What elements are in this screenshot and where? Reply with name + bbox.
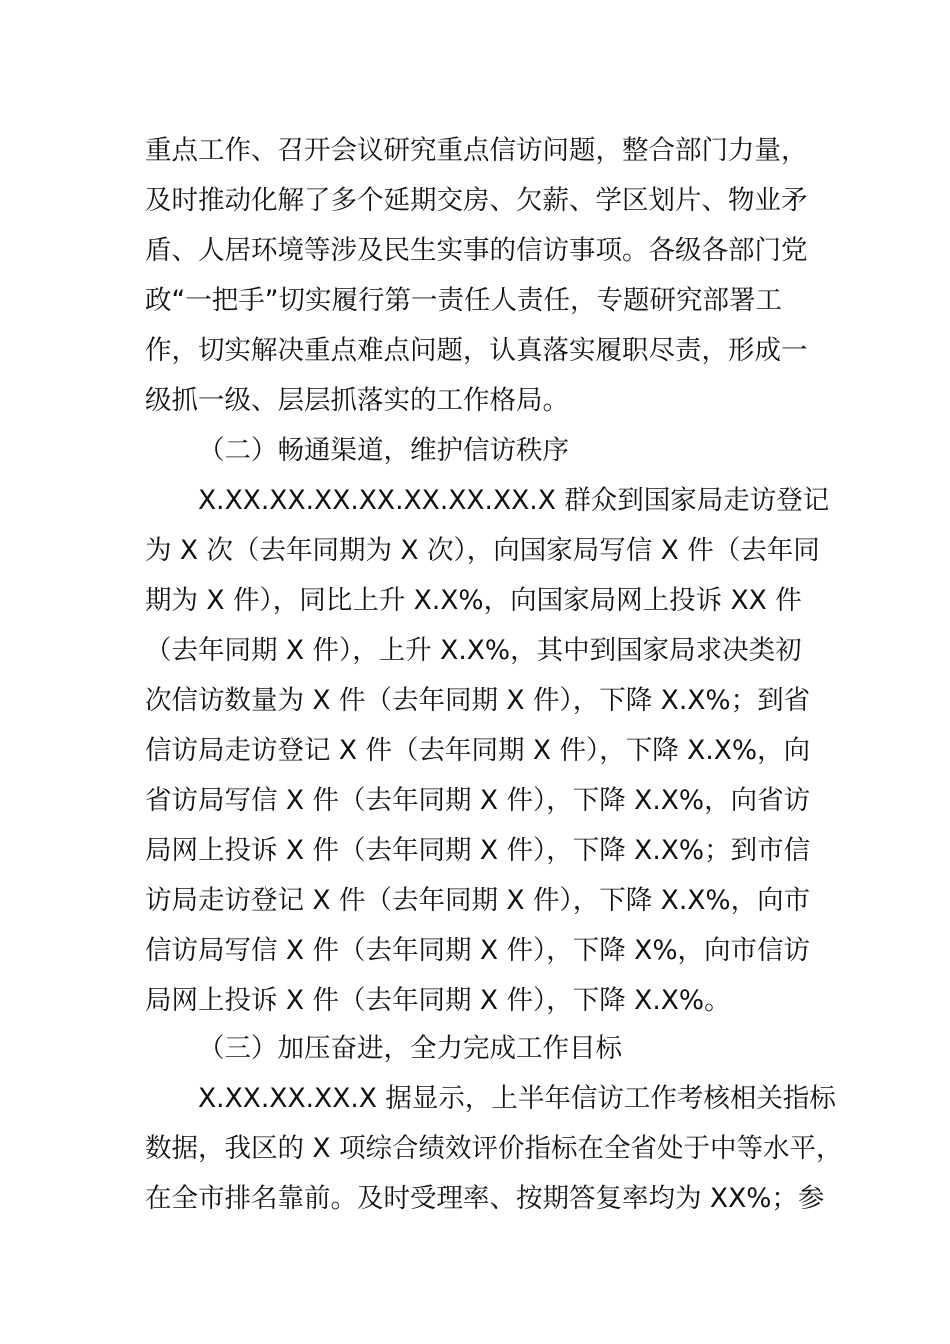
text-line-10: 期为 X 件），同比上升 X.X%，向国家局网上投诉 XX 件: [145, 585, 802, 616]
text-line-20: X.XX.XX.XX.X 据显示，上半年信访工作考核相关指标: [198, 1083, 836, 1114]
text-line-13: 信访局走访登记 X 件（去年同期 X 件），下降 X.X%，向: [145, 735, 811, 766]
text-line-22: 在全市排名靠前。及时受理率、按期答复率均为 XX%；参: [145, 1183, 825, 1214]
text-line-14: 省访局写信 X 件（去年同期 X 件），下降 X.X%，向省访: [145, 785, 811, 816]
section-heading-2: （二）畅通渠道，维护信访秩序: [198, 435, 569, 466]
text-line-17: 信访局写信 X 件（去年同期 X 件），下降 X%，向市信访: [145, 935, 811, 966]
text-line-4: 政“一把手”切实履行第一责任人责任，专题研究部署工: [145, 285, 782, 316]
text-line-16: 访局走访登记 X 件（去年同期 X 件），下降 X.X%，向市: [145, 885, 811, 916]
text-line-18: 局网上投诉 X 件（去年同期 X 件），下降 X.X%。: [145, 985, 731, 1016]
text-line-15: 局网上投诉 X 件（去年同期 X 件），下降 X.X%；到市信: [145, 835, 811, 866]
text-line-12: 次信访数量为 X 件（去年同期 X 件），下降 X.X%；到省: [145, 685, 811, 716]
text-line-8: X.XX.XX.XX.XX.XX.XX.XX.X 群众到国家局走访登记: [198, 485, 830, 516]
section-heading-3: （三）加压奋进，全力完成工作目标: [198, 1033, 622, 1064]
text-line-3: 盾、人居环境等涉及民生实事的信访事项。各级各部门党: [145, 235, 808, 266]
text-line-21: 数据，我区的 X 项综合绩效评价指标在全省处于中等水平，: [145, 1133, 843, 1164]
text-line-9: 为 X 次（去年同期为 X 次），向国家局写信 X 件（去年同: [145, 535, 820, 566]
text-line-6: 级抓一级、层层抓落实的工作格局。: [145, 385, 569, 416]
text-line-1: 重点工作、召开会议研究重点信访问题，整合部门力量，: [145, 135, 808, 166]
text-line-2: 及时推动化解了多个延期交房、欠薪、学区划片、物业矛: [145, 185, 808, 216]
text-line-5: 作，切实解决重点难点问题，认真落实履职尽责，形成一: [145, 335, 808, 366]
text-line-11: （去年同期 X 件），上升 X.X%，其中到国家局求决类初: [145, 635, 802, 666]
